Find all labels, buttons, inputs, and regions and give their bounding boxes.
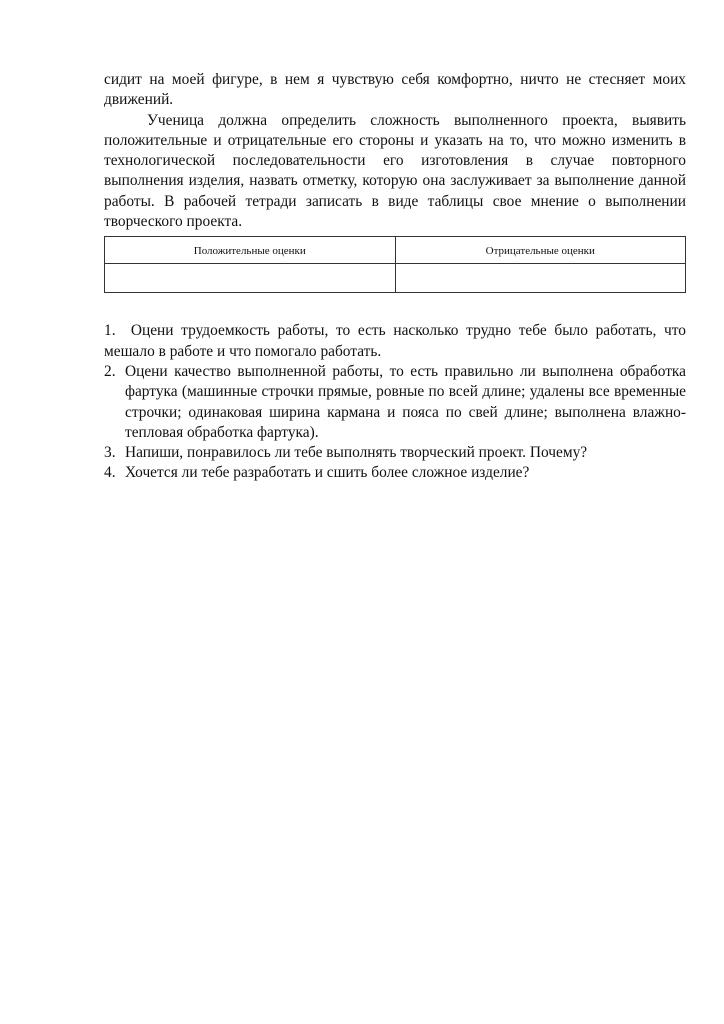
document-body xyxy=(104,70,686,484)
positive-header: Положительные оценки xyxy=(105,237,396,264)
list-item-text: Оцени качество выполненной работы, то есть правильно ли выполнена обработка фартука (машинные строчки прямые, ровные по всей длине; удалены все временные строчки; одинаковая ширина кармана и пояса по свей длине; выполнена влажно-тепловая обработка фартука). xyxy=(125,362,686,441)
list-item-text: Оцени трудоемкость работы, то есть насколько трудно тебе было работать, что мешало в работе и что помогало работать. xyxy=(104,322,686,360)
continuation-paragraph: сидит на моей фигуре, в нем я чувствую себя комфортно, ничто не стесняет моих движений. xyxy=(104,71,686,109)
list-item-number: 4. xyxy=(104,464,116,482)
instruction-paragraph: Ученица должна определить сложность выполненного проекта, выявить положительные и отрицательные его стороны и указать на то, что можно изменить в технологической последовательности его изготовления в случае повторного выполнения изделия, назвать отметку, которую она заслуживает за выполнение данной работы. В рабочей тетради записать в виде таблицы свое мнение о выполнении творческого проекта. xyxy=(104,111,686,231)
table-row xyxy=(105,264,686,293)
list-item xyxy=(104,362,686,443)
negative-header: Отрицательные оценки xyxy=(395,237,686,264)
list-item-text: Напиши, понравилось ли тебе выполнять творческий проект. Почему? xyxy=(125,444,588,462)
list-item-number: 3. xyxy=(104,444,116,462)
list-item-text: Хочется ли тебе разработать и сшить более сложное изделие? xyxy=(125,464,530,482)
list-item xyxy=(104,321,686,362)
list-item-number: 2. xyxy=(104,362,116,380)
negative-cell xyxy=(395,264,686,293)
questions-list xyxy=(104,321,686,483)
evaluation-table xyxy=(104,236,686,293)
list-item xyxy=(104,463,686,483)
list-item xyxy=(104,443,686,463)
list-item-number: 1. xyxy=(104,322,124,340)
table-header-row xyxy=(105,237,686,264)
positive-cell xyxy=(105,264,396,293)
